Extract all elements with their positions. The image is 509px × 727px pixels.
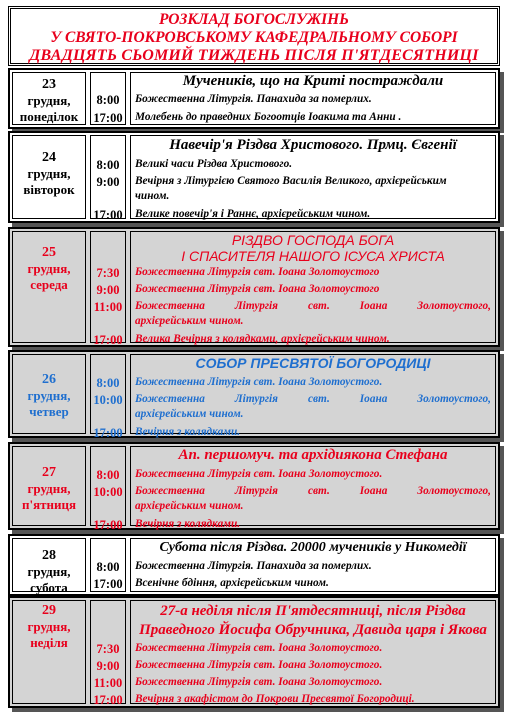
- date-cell: [12, 538, 86, 595]
- time-cell: [90, 354, 126, 440]
- date-number: 25: [42, 245, 56, 260]
- service-time: 8:00: [96, 158, 120, 172]
- time-cell: [90, 135, 126, 222]
- schedule-header: [8, 6, 500, 66]
- date-weekday: субота: [30, 580, 68, 595]
- day-title: І СПАСИТЕЛЯ НАШОГО ІСУСА ХРИСТА: [181, 248, 445, 264]
- service-time: 17:00: [93, 111, 123, 125]
- date-weekday: вівторок: [23, 182, 75, 197]
- day-title: СОБОР ПРЕСВЯТОЇ БОГОРОДИЦІ: [195, 355, 431, 371]
- service-line: Божественна Літургія свт. Іоана Золотоустого.: [135, 659, 383, 671]
- service-line: Божественна Літургія свт. Іоана Золотоустого: [135, 266, 380, 278]
- date-month: грудня,: [27, 481, 71, 496]
- service-time: 10:00: [93, 485, 123, 499]
- services-cell: [130, 446, 496, 530]
- service-line: Вечірня з колядками.: [135, 426, 241, 438]
- date-number: 28: [42, 548, 56, 563]
- day-title: Мучеників, що на Криті постраждали: [182, 73, 444, 89]
- time-cell: [90, 600, 126, 707]
- service-line: архієрейським чином.: [135, 315, 244, 327]
- date-weekday: п'ятниця: [21, 497, 77, 512]
- service-line: Божественна Літургія. Панахида за померлих.: [135, 93, 372, 105]
- service-time: 8:00: [96, 560, 120, 574]
- date-weekday: четвер: [29, 404, 69, 419]
- service-time: 17:00: [93, 693, 123, 707]
- date-cell: [12, 354, 86, 434]
- service-line: Божественна Літургія свт. Іоана Золотоустого.: [135, 642, 383, 654]
- service-time: 8:00: [96, 468, 120, 482]
- service-line: Велика Вечірня з колядками, архієрейським чином.: [135, 333, 390, 345]
- header-title: РОЗКЛАД БОГОСЛУЖІНЬ: [159, 11, 349, 28]
- services-cell: [130, 354, 496, 438]
- date-month: грудня,: [27, 619, 71, 634]
- services-cell: [130, 135, 496, 219]
- date-month: грудня,: [27, 388, 71, 403]
- service-time: 17:00: [93, 518, 123, 532]
- service-line: Божественна Літургія свт. Іоана Золотоустого,: [135, 485, 491, 497]
- service-time: 9:00: [96, 283, 120, 297]
- date-month: грудня,: [27, 93, 71, 108]
- day-block-24: [8, 131, 500, 223]
- service-time: 10:00: [93, 393, 123, 407]
- date-number: 24: [42, 150, 56, 165]
- time-cell: [90, 72, 126, 125]
- service-line: Молебень до праведних Богоотців Іоакима та Анни .: [135, 111, 402, 123]
- date-weekday: понеділок: [19, 109, 79, 124]
- service-line: Всенічне бдіння, архієрейським чином.: [135, 577, 329, 589]
- service-time: 17:00: [93, 333, 123, 347]
- date-month: грудня,: [27, 261, 71, 276]
- service-line: Велике повечір'я і Раннє, архієрейським чином.: [135, 208, 371, 220]
- date-weekday: середа: [30, 277, 68, 292]
- service-time: 7:30: [96, 266, 120, 280]
- services-cell: [130, 231, 496, 343]
- day-block-29: [8, 596, 500, 708]
- date-cell: [12, 231, 86, 343]
- day-block-26: [8, 350, 500, 438]
- day-title: Ап. першомуч. та архідиякона Стефана: [178, 447, 448, 463]
- service-time: 8:00: [96, 93, 120, 107]
- services-cell: [130, 600, 496, 704]
- date-cell: [12, 600, 86, 704]
- day-title: Праведного Йосифа Обручника, Давида царя і Якова: [139, 622, 487, 638]
- service-line: архієрейським чином.: [135, 500, 244, 512]
- header-church: У СВЯТО-ПОКРОВСЬКОМУ КАФЕДРАЛЬНОМУ СОБОРІ: [50, 29, 458, 46]
- day-title: 27-а неділя після П'ятдесятниці, після Різдва: [160, 603, 466, 619]
- date-cell: [12, 135, 86, 219]
- service-time: 7:30: [96, 642, 120, 656]
- service-time: 8:00: [96, 376, 120, 390]
- service-line: архієрейським чином.: [135, 408, 244, 420]
- service-time: 17:00: [93, 426, 123, 440]
- date-month: грудня,: [27, 564, 71, 579]
- day-title: Навечір'я Різдва Христового. Прмц. Євгенії: [169, 137, 457, 153]
- service-line: Великі часи Різдва Христового.: [135, 158, 293, 170]
- service-time: 9:00: [96, 659, 120, 673]
- service-line: Божественна Літургія свт. Іоана Золотоустого.: [135, 676, 383, 688]
- services-cell: [130, 72, 496, 125]
- time-cell: [90, 231, 126, 347]
- service-line: Вечірня з Літургією Святого Василія Великого, архієрейським: [135, 175, 447, 187]
- service-line: чином.: [135, 190, 170, 202]
- service-time: 17:00: [93, 208, 123, 222]
- date-number: 27: [42, 465, 56, 480]
- date-cell: [12, 446, 86, 526]
- date-month: грудня,: [27, 166, 71, 181]
- service-time: 11:00: [93, 300, 123, 314]
- service-line: Божественна Літургія свт. Іоана Золотоустого.: [135, 376, 383, 388]
- day-block-23: [8, 68, 500, 129]
- service-line: Божественна Літургія свт. Іоана Золотоустого,: [135, 300, 491, 312]
- service-time: 11:00: [93, 676, 123, 690]
- day-title: РІЗДВО ГОСПОДА БОГА: [231, 232, 395, 248]
- day-block-27: [8, 442, 500, 530]
- date-number: 26: [42, 372, 56, 387]
- date-weekday: неділя: [30, 635, 68, 650]
- service-line: Божественна Літургія свт. Іоана Золотоустого: [135, 283, 380, 295]
- header-week: ДВАДЦЯТЬ СЬОМИЙ ТИЖДЕНЬ ПІСЛЯ П'ЯТДЕСЯТНИЦІ: [29, 47, 479, 64]
- service-line: Вечірня з колядками.: [135, 518, 241, 530]
- service-time: 17:00: [93, 577, 123, 591]
- service-line: Вечірня з акафістом до Покрови Пресвятої Богородиці.: [135, 693, 415, 705]
- services-cell: [130, 538, 496, 592]
- service-time: 9:00: [96, 175, 120, 189]
- date-number: 23: [42, 77, 56, 92]
- date-number: 29: [42, 603, 56, 618]
- date-cell: [12, 72, 86, 125]
- service-line: Божественна Літургія свт. Іоана Золотоустого,: [135, 393, 491, 405]
- service-line: Божественна Літургія. Панахида за померлих.: [135, 560, 372, 572]
- day-block-25: [8, 227, 500, 347]
- time-cell: [90, 446, 126, 532]
- service-line: Божественна Літургія свт. Іоана Золотоустого.: [135, 468, 383, 480]
- day-title: Субота після Різдва. 20000 мучеників у Никомедії: [159, 540, 467, 555]
- day-block-28: [8, 534, 500, 596]
- time-cell: [90, 538, 126, 592]
